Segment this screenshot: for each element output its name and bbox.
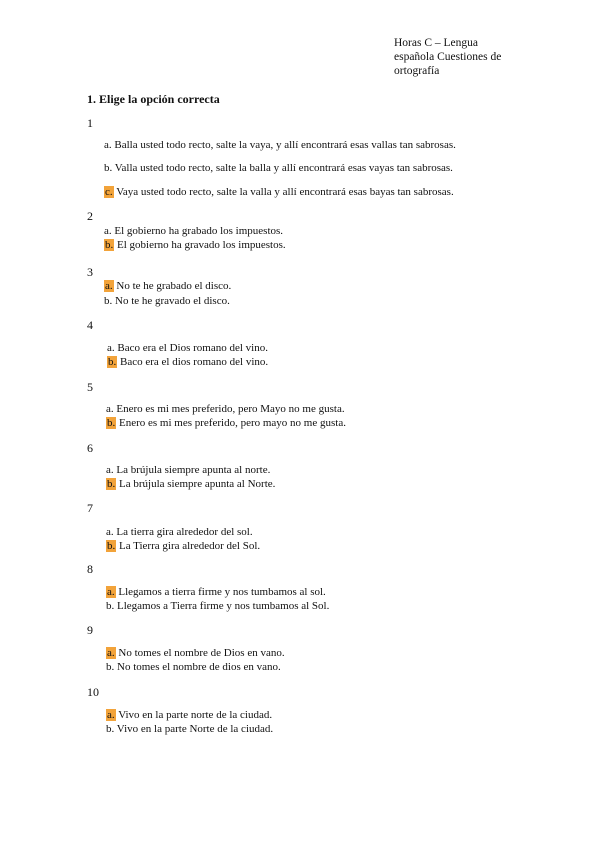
answer-option <box>106 478 275 490</box>
answer-option <box>106 464 270 476</box>
answer-option <box>104 186 454 198</box>
option-text: Enero es mi mes preferido, pero mayo no me gusta. <box>116 417 346 429</box>
option-letter: b. <box>104 295 113 307</box>
option-letter-highlighted: b. <box>107 540 116 552</box>
answer-option <box>106 723 273 735</box>
question-number: 7 <box>87 501 93 515</box>
option-text: La Tierra gira alrededor del Sol. <box>116 540 261 552</box>
answer-option <box>106 526 253 538</box>
option-letter: b. <box>106 661 115 673</box>
answer-option <box>104 162 453 174</box>
option-text: No te he grabado el disco. <box>113 280 232 292</box>
answer-option <box>104 225 283 237</box>
question-number: 2 <box>87 209 93 223</box>
answer-option <box>106 709 272 721</box>
answer-option <box>104 239 286 251</box>
answer-option <box>104 295 230 307</box>
option-text: Vivo en la parte norte de la ciudad. <box>115 709 273 721</box>
header-line-1: Horas C – Lengua <box>394 37 478 49</box>
option-letter: b. <box>104 162 113 174</box>
option-letter-highlighted: b. <box>105 239 114 251</box>
option-text: Llegamos a tierra firme y nos tumbamos al sol. <box>115 586 326 598</box>
option-text: Balla usted todo recto, salte la vaya, y allí encontrará esas vallas tan sabrosas. <box>111 139 456 151</box>
option-letter-highlighted: a. <box>107 586 115 598</box>
option-text: Baco era el dios romano del vino. <box>117 356 269 368</box>
option-letter: b. <box>106 600 115 612</box>
option-text: La brújula siempre apunta al norte. <box>113 464 271 476</box>
option-letter-highlighted: b. <box>107 478 116 490</box>
answer-option <box>107 356 268 368</box>
option-letter: a. <box>106 526 114 538</box>
header-line-3: ortografía <box>394 65 440 77</box>
option-letter-highlighted: a. <box>107 647 115 659</box>
answer-option <box>106 647 285 659</box>
option-letter: a. <box>106 464 114 476</box>
document-header <box>394 36 544 78</box>
answer-option <box>104 280 231 292</box>
option-text: Vivo en la parte Norte de la ciudad. <box>114 723 274 735</box>
answer-option <box>106 403 345 415</box>
option-letter-highlighted: a. <box>107 709 115 721</box>
option-text: Vaya usted todo recto, salte la valla y allí encontrará esas bayas tan sabrosas. <box>113 186 454 198</box>
option-text: Llegamos a Tierra firme y nos tumbamos al Sol. <box>114 600 330 612</box>
option-letter: a. <box>107 342 115 354</box>
option-text: No tomes el nombre de dios en vano. <box>114 661 281 673</box>
answer-option <box>106 540 260 552</box>
question-number: 8 <box>87 562 93 576</box>
option-text: Baco era el Dios romano del vino. <box>114 342 268 354</box>
option-text: No te he gravado el disco. <box>112 295 230 307</box>
header-line-2: española Cuestiones de <box>394 51 502 63</box>
option-text: El gobierno ha gravado los impuestos. <box>114 239 286 251</box>
option-text: Enero es mi mes preferido, pero Mayo no me gusta. <box>113 403 345 415</box>
question-number: 6 <box>87 441 93 455</box>
answer-option <box>106 661 281 673</box>
question-number: 3 <box>87 265 93 279</box>
option-letter: a. <box>104 139 112 151</box>
question-number: 1 <box>87 116 93 130</box>
option-text: El gobierno ha grabado los impuestos. <box>111 225 284 237</box>
option-text: No tomes el nombre de Dios en vano. <box>115 647 285 659</box>
option-letter: a. <box>104 225 112 237</box>
section-title: 1. Elige la opción correcta <box>87 92 220 106</box>
option-letter-highlighted: b. <box>107 417 116 429</box>
option-letter: a. <box>106 403 114 415</box>
option-letter: b. <box>106 723 115 735</box>
answer-option <box>104 139 456 151</box>
answer-option <box>106 600 329 612</box>
option-text: La tierra gira alrededor del sol. <box>113 526 253 538</box>
option-letter-highlighted: c. <box>105 186 113 198</box>
answer-option <box>106 417 346 429</box>
question-number: 9 <box>87 623 93 637</box>
question-number: 10 <box>87 685 99 699</box>
option-text: Valla usted todo recto, salte la balla y allí encontrará esas vayas tan sabrosas. <box>112 162 453 174</box>
option-letter-highlighted: a. <box>105 280 113 292</box>
option-text: La brújula siempre apunta al Norte. <box>116 478 276 490</box>
answer-option <box>106 586 326 598</box>
question-number: 5 <box>87 380 93 394</box>
question-number: 4 <box>87 318 93 332</box>
answer-option <box>107 342 268 354</box>
option-letter-highlighted: b. <box>108 356 117 368</box>
